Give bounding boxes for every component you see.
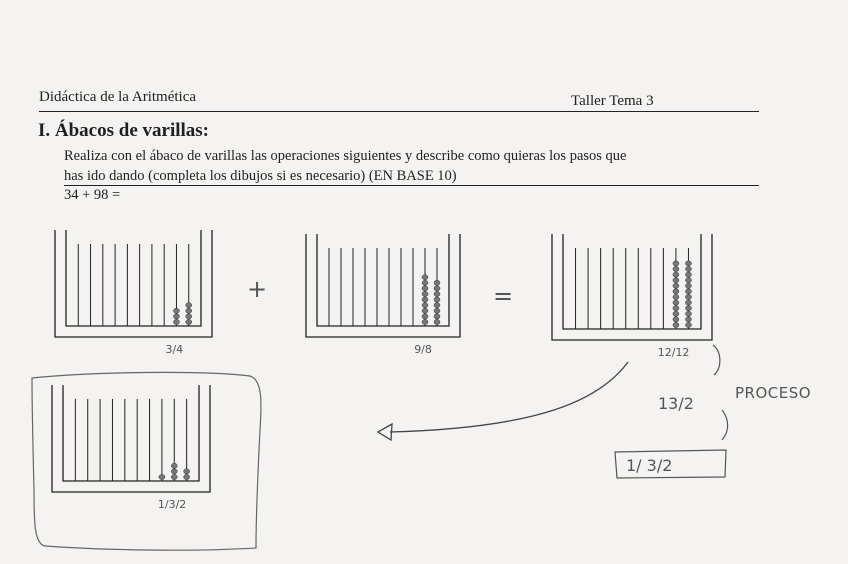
abacus-bead xyxy=(434,291,440,296)
instruction-line-2: has ido dando (completa los dibujos si es necesario) (EN BASE 10) xyxy=(64,168,457,184)
abacus-bead xyxy=(184,469,190,474)
abacus-bead xyxy=(422,280,428,285)
abacus-bead xyxy=(171,463,177,468)
abacus-bead xyxy=(422,314,428,319)
abacus-bead xyxy=(685,306,691,311)
abacus-bead xyxy=(673,294,679,299)
bracket-top xyxy=(713,345,720,375)
abacus-bead xyxy=(434,314,440,319)
abacus-bead xyxy=(186,314,192,319)
abacus-bead xyxy=(171,469,177,474)
abacus-bead xyxy=(422,308,428,313)
course-title: Didáctica de la Aritmética xyxy=(39,89,197,105)
abacus-second-addend xyxy=(306,234,460,356)
abacus-bead xyxy=(685,311,691,316)
bracket-bottom xyxy=(722,410,728,440)
abacus-bead xyxy=(434,297,440,302)
abacus-bead xyxy=(422,297,428,302)
abacus-bead xyxy=(422,291,428,296)
abacus-inner xyxy=(563,234,701,329)
abacus-bead xyxy=(173,319,179,324)
abacus-bead xyxy=(685,278,691,283)
abacus-bead xyxy=(673,261,679,266)
abacus-bead xyxy=(186,303,192,308)
operation-text: 34 + 98 = xyxy=(64,187,121,203)
plus-sign: + xyxy=(247,275,268,303)
abacus-bead xyxy=(673,311,679,316)
abacus-bead xyxy=(422,303,428,308)
instruction-line-1: Realiza con el ábaco de varillas las operaciones siguientes y describe como quieras los pasos que xyxy=(64,148,627,164)
abacus-bead xyxy=(685,272,691,277)
abacus-bead xyxy=(685,266,691,271)
final-answer: 1/ 3/2 xyxy=(626,456,673,475)
process-label: PROCESO xyxy=(735,384,812,402)
abacus-inner xyxy=(317,234,449,326)
arrow-head xyxy=(378,424,392,440)
abacus-bead xyxy=(685,294,691,299)
abacus-bead xyxy=(673,278,679,283)
abacus-sum xyxy=(552,234,712,359)
section-title: I. Ábacos de varillas: xyxy=(38,120,209,141)
process-step: 13/2 xyxy=(658,394,694,413)
abacus-bead xyxy=(173,314,179,319)
abacus-bead xyxy=(673,289,679,294)
abacus-bead xyxy=(685,261,691,266)
abacus-bead xyxy=(434,280,440,285)
abacus-bead xyxy=(171,474,177,479)
equals-sign: = xyxy=(493,282,514,310)
abacus-label: 1/3/2 xyxy=(157,498,187,511)
abacus-label: 9/8 xyxy=(414,343,432,356)
abacus-bead xyxy=(673,266,679,271)
abacus-bead xyxy=(673,306,679,311)
abacus-inner xyxy=(63,385,199,481)
abacus-bead xyxy=(673,272,679,277)
abacus-bead xyxy=(173,308,179,313)
abacus-bead xyxy=(673,317,679,322)
abacus-bead xyxy=(434,308,440,313)
abacus-bead xyxy=(422,319,428,324)
abacus-bead xyxy=(186,308,192,313)
abacus-bead xyxy=(434,286,440,291)
abacus-bead xyxy=(685,317,691,322)
abacus-result xyxy=(52,385,210,511)
abacus-bead xyxy=(673,283,679,288)
abacus-bead xyxy=(434,319,440,324)
abacus-bead xyxy=(673,322,679,327)
abacus-label: 12/12 xyxy=(657,346,690,359)
abacus-bead xyxy=(422,275,428,280)
abacus-bead xyxy=(685,283,691,288)
process-arrow xyxy=(390,362,628,432)
abacus-bead xyxy=(434,303,440,308)
abacus-bead xyxy=(685,322,691,327)
abacus-bead xyxy=(685,300,691,305)
abacus-bead xyxy=(673,300,679,305)
abacus-inner xyxy=(66,230,201,326)
abacus-bead xyxy=(685,289,691,294)
result-frame xyxy=(32,372,261,550)
abacus-bead xyxy=(184,474,190,479)
abacus-bead xyxy=(422,286,428,291)
abacus-bead xyxy=(186,319,192,324)
workshop-title: Taller Tema 3 xyxy=(571,93,654,109)
abacus-first-addend xyxy=(55,230,212,356)
abacus-label: 3/4 xyxy=(165,343,184,356)
abacus-bead xyxy=(159,474,165,479)
